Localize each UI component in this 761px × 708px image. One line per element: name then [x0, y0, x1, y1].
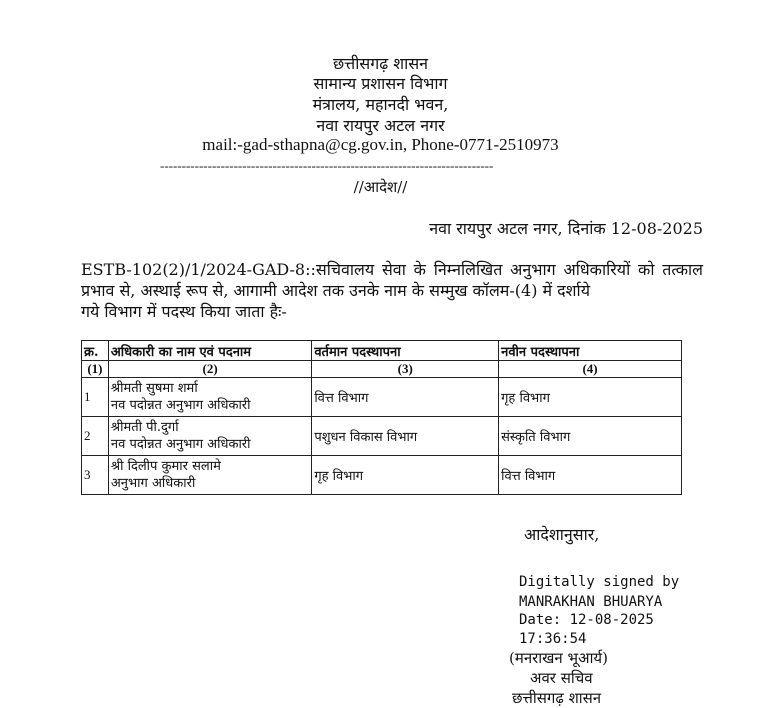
officer-designation: नव पदोन्नत अनुभाग अधिकारी: [110, 398, 251, 413]
officer-designation: अनुभाग अधिकारी: [110, 476, 196, 491]
new-posting: वित्त विभाग: [499, 456, 682, 495]
current-posting: वित्त विभाग: [312, 378, 499, 417]
signatory-designation: अवर सचिव: [530, 669, 593, 687]
current-posting: पशुधन विकास विभाग: [312, 417, 499, 456]
column-number: (1): [82, 361, 109, 378]
digital-signature-line: Digitally signed by: [519, 574, 680, 590]
serial-number: 3: [82, 456, 109, 495]
contact-line: mail:-gad-sthapna@cg.gov.in, Phone-0771-2510973: [202, 135, 559, 154]
signatory-government: छत्तीसगढ़ शासन: [512, 689, 602, 707]
header-serial: क्र.: [82, 341, 109, 361]
new-posting: गृह विभाग: [499, 378, 682, 417]
officer-name: श्री दिलीप कुमार सलामे: [110, 459, 221, 474]
table-header-row: [82, 341, 682, 361]
officer-name: श्रीमती सुषमा शर्मा: [110, 381, 198, 396]
order-title: //आदेश//: [353, 178, 408, 196]
signature-time: 17:36:54: [519, 631, 587, 647]
officer-cell: [108, 378, 311, 417]
header-current-posting: वर्तमान पदस्थापना: [312, 341, 499, 361]
city-name: नवा रायपुर अटल नगर: [316, 116, 445, 135]
government-name: छत्तीसगढ़ शासन: [332, 54, 429, 73]
dateline: नवा रायपुर अटल नगर, दिनांक 12-08-2025: [429, 219, 703, 238]
serial-number: 2: [82, 417, 109, 456]
signature-date: Date: 12-08-2025: [519, 612, 654, 628]
building-name: मंत्रालय, महानदी भवन,: [312, 95, 449, 114]
new-posting: संस्कृति विभाग: [499, 417, 682, 456]
serial-number: 1: [82, 378, 109, 417]
header-new-posting: नवीन पदस्थापना: [499, 341, 682, 361]
officer-name: श्रीमती पी.दुर्गा: [110, 420, 179, 435]
signatory-name: (मनराखन भूआर्य): [509, 649, 608, 667]
column-number: (3): [312, 361, 499, 378]
current-posting: गृह विभाग: [312, 456, 499, 495]
table-row: [82, 378, 682, 417]
salutation: आदेशानुसार,: [524, 525, 600, 544]
signer-name: MANRAKHAN BHUARYA: [519, 594, 663, 610]
officer-cell: [108, 456, 311, 495]
table-row: [82, 456, 682, 495]
order-body-last-line: गये विभाग में पदस्थ किया जाता हैः-: [81, 302, 287, 321]
table-row: [82, 417, 682, 456]
column-number: (2): [108, 361, 311, 378]
posting-table: [81, 340, 682, 495]
order-body-text: ESTB-102(2)/1/2024-GAD-8::सचिवालय सेवा के निम्नलिखित अनुभाग अधिकारियों को तत्काल प्रभाव से, अस्थाई रूप से, आगामी आदेश तक उनके नाम के सम्मुख कॉलम-(4) में दर्शाये: [81, 260, 703, 300]
header-officer: अधिकारी का नाम एवं पदनाम: [108, 341, 311, 361]
header-divider: -----------------------------------------------------------------------------: [160, 158, 494, 173]
column-number: (4): [499, 361, 682, 378]
officer-cell: [108, 417, 311, 456]
table-number-row: [82, 361, 682, 378]
department-name: सामान्य प्रशासन विभाग: [313, 74, 448, 93]
order-body: [81, 259, 703, 322]
officer-designation: नव पदोन्नत अनुभाग अधिकारी: [110, 437, 251, 452]
